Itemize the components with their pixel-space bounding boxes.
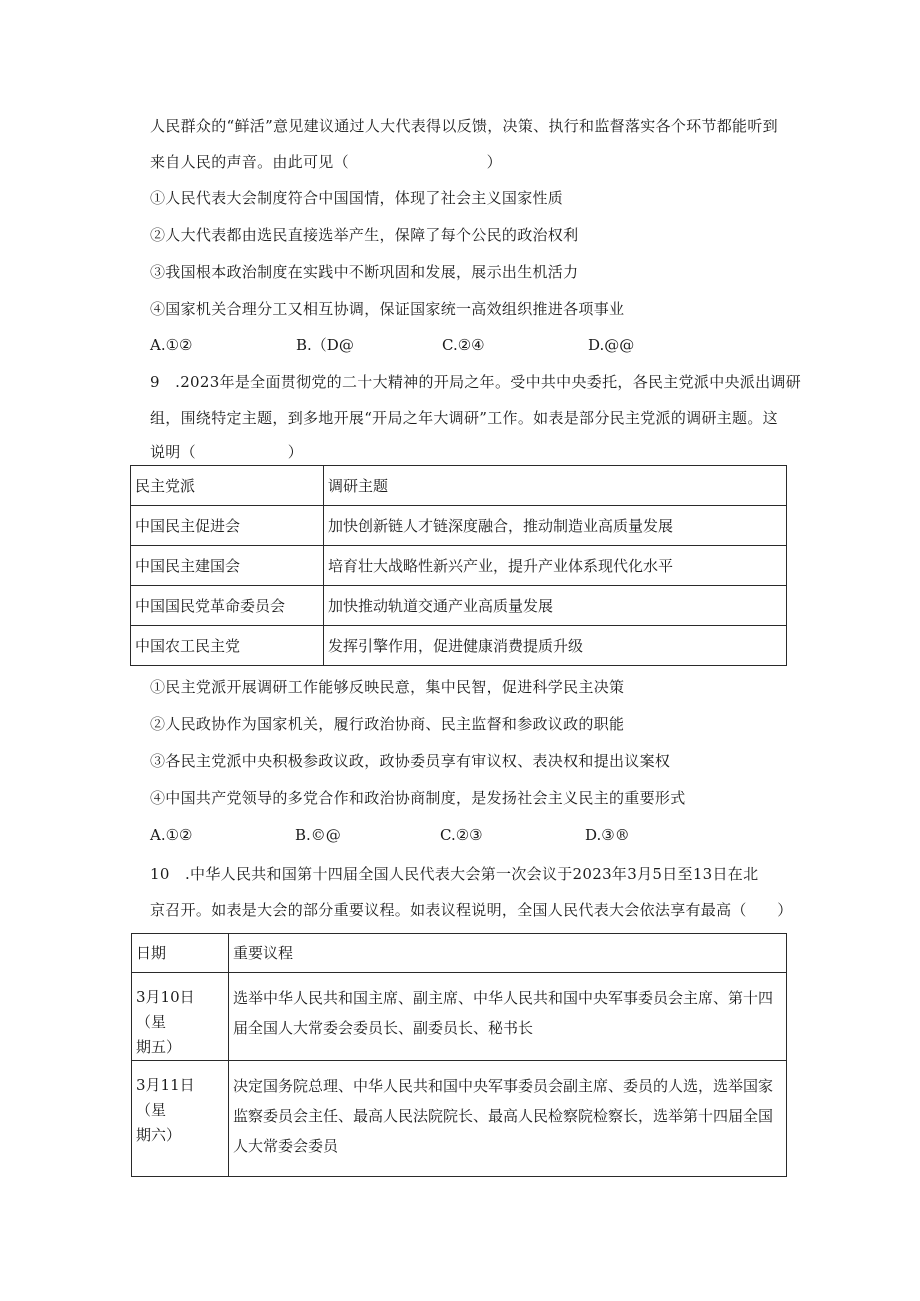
- table-row: [131, 586, 787, 626]
- table-cell-date: [132, 973, 229, 1061]
- table-header-cell: 民主党派: [131, 466, 324, 506]
- agenda-line: 监察委员会主任、最高人民法院院长、最高人民检察院检察长，选举第十四届全国: [233, 1107, 774, 1125]
- date-line: 3月11日（星: [136, 1076, 195, 1119]
- table-header-cell: 调研主题: [324, 466, 787, 506]
- table-cell-party: 中国国民党革命委员会: [131, 586, 324, 626]
- agenda-line: 选举中华人民共和国主席、副主席、中华人民共和国中央军事委员会主席、第十四: [233, 989, 774, 1007]
- q9-stem-line-2: 组，围绕特定主题，到多地开展“开局之年大调研”工作。如表是部分民主党派的调研主题。这: [150, 409, 778, 427]
- q9-stem-line-1: 9 .2023年是全面贯彻党的二十大精神的开局之年。受中共中央委托，各民主党派中央派出调研: [150, 373, 801, 391]
- table-cell-topic: 加快创新链人才链深度融合，推动制造业高质量发展: [324, 506, 787, 546]
- table-cell-agenda: [229, 973, 787, 1061]
- q8-stem-line-1: 人民群众的“鲜活”意见建议通过人大代表得以反馈，决策、执行和监督落实各个环节都能听到: [150, 117, 778, 135]
- table-header-cell: 重要议程: [229, 934, 787, 973]
- table-row: [131, 506, 787, 546]
- q10-stem-line-2: 京召开。如表是大会的部分重要议程。如表议程说明，全国人民代表大会依法享有最高（ ）: [150, 901, 793, 919]
- q9-option-a: A.①②: [150, 826, 193, 844]
- q8-statement-3: ③我国根本政治制度在实践中不断巩固和发展，展示出生机活力: [150, 263, 579, 281]
- q9-option-b: B.©@: [295, 826, 341, 844]
- q8-stem-line-2: 来自人民的声音。由此可见（ ）: [150, 153, 502, 171]
- q9-research-table: [130, 465, 787, 666]
- q10-stem-line-1: 10 .中华人民共和国第十四届全国人民代表大会第一次会议于2023年3月5日至13日在北: [150, 865, 759, 883]
- q9-stem-line-3: 说明（ ）: [150, 443, 304, 461]
- q9-statement-1: ①民主党派开展调研工作能够反映民意，集中民智，促进科学民主决策: [150, 678, 625, 696]
- table-header-row: [132, 934, 787, 973]
- date-line: 期五）: [136, 1038, 182, 1056]
- q9-statement-2: ②人民政协作为国家机关，履行政治协商、民主监督和参政议政的职能: [150, 715, 625, 733]
- q9-option-d: D.③®: [585, 826, 630, 844]
- q8-statement-4: ④国家机关合理分工又相互协调，保证国家统一高效组织推进各项事业: [150, 300, 625, 318]
- table-cell-party: 中国农工民主党: [131, 626, 324, 666]
- date-line: 期六）: [136, 1126, 182, 1144]
- table-cell-topic: 发挥引擎作用，促进健康消费提质升级: [324, 626, 787, 666]
- table-cell-topic: 培育壮大战略性新兴产业，提升产业体系现代化水平: [324, 546, 787, 586]
- table-row: [132, 973, 787, 1061]
- q8-option-c: C.②④: [442, 336, 485, 354]
- agenda-line: 人大常委会委员: [233, 1137, 339, 1155]
- table-cell-date: [132, 1061, 229, 1177]
- q10-agenda-table: [131, 933, 787, 1177]
- q8-statement-2: ②人大代表都由选民直接选举产生，保障了每个公民的政治权利: [150, 226, 579, 244]
- q8-option-d: D.@@: [588, 336, 635, 354]
- table-cell-party: 中国民主促进会: [131, 506, 324, 546]
- q8-option-b: B.（D@: [296, 336, 354, 354]
- table-cell-topic: 加快推动轨道交通产业高质量发展: [324, 586, 787, 626]
- agenda-line: 届全国人大常委会委员长、副委员长、秘书长: [233, 1019, 534, 1037]
- q8-statement-1: ①人民代表大会制度符合中国国情，体现了社会主义国家性质: [150, 189, 564, 207]
- table-cell-agenda: [229, 1061, 787, 1177]
- agenda-line: 决定国务院总理、中华人民共和国中央军事委员会副主席、委员的人选，选举国家: [233, 1077, 774, 1095]
- table-cell-party: 中国民主建国会: [131, 546, 324, 586]
- table-row: [131, 546, 787, 586]
- table-header-cell: 日期: [132, 934, 229, 973]
- date-line: 3月10日（星: [136, 988, 195, 1031]
- q9-statement-4: ④中国共产党领导的多党合作和政治协商制度，是发扬社会主义民主的重要形式: [150, 789, 686, 807]
- table-row: [132, 1061, 787, 1177]
- table-row: [131, 626, 787, 666]
- q9-option-c: C.②③: [440, 826, 483, 844]
- q8-option-a: A.①②: [150, 336, 193, 354]
- q9-statement-3: ③各民主党派中央积极参政议政，政协委员享有审议权、表决权和提出议案权: [150, 752, 671, 770]
- table-header-row: [131, 466, 787, 506]
